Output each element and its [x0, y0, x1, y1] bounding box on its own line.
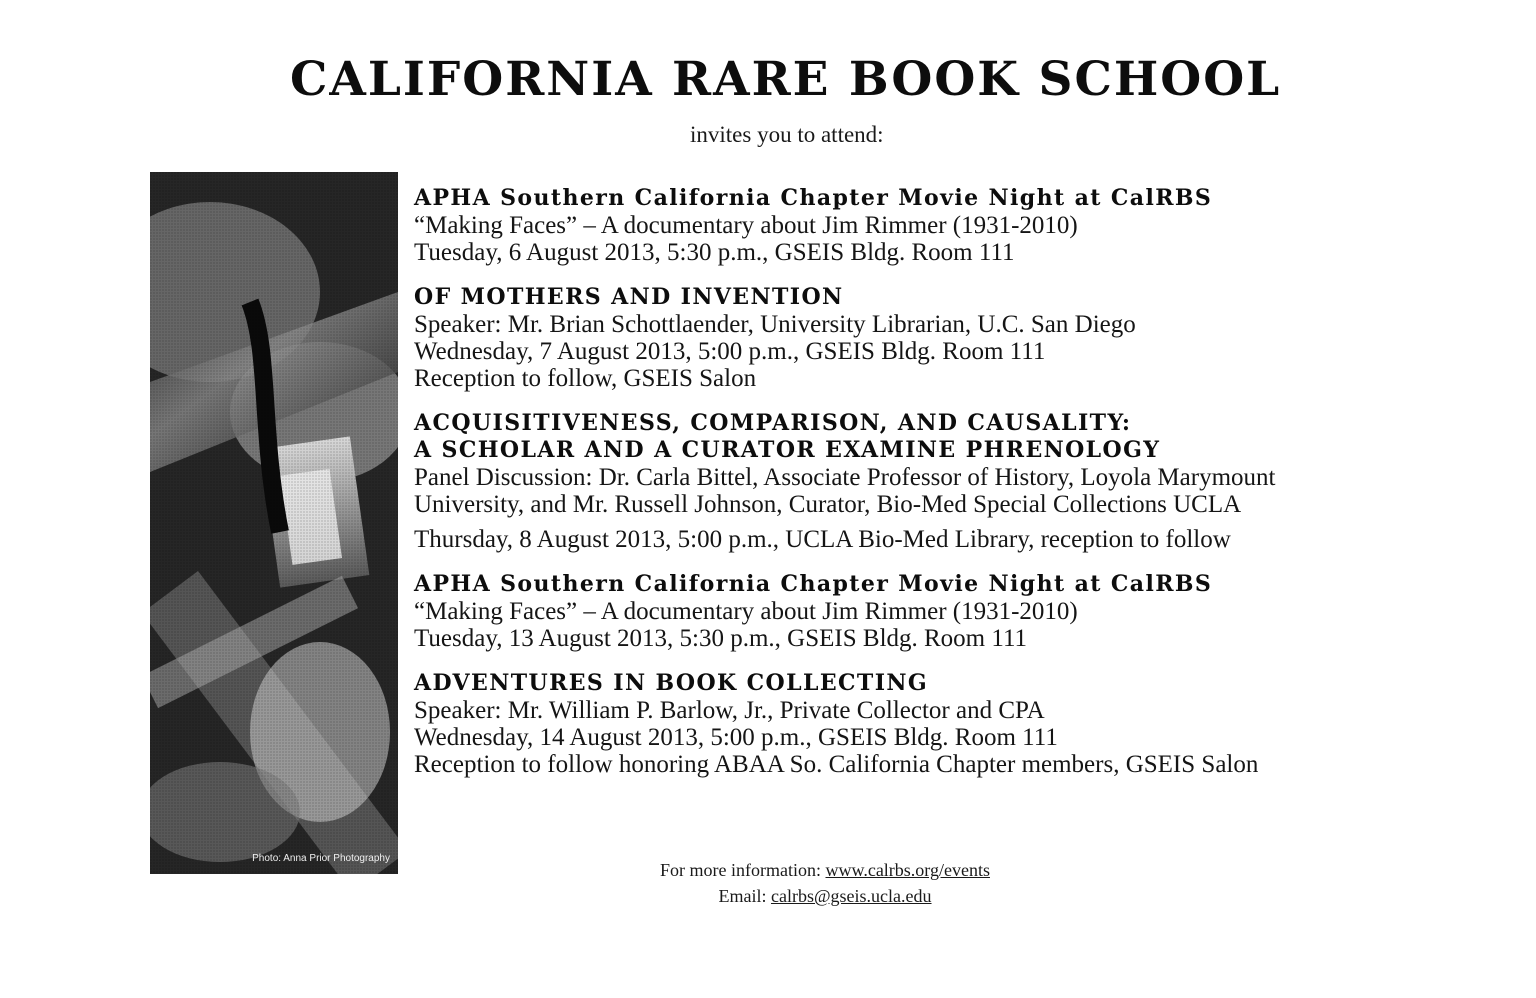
event-detail: University, and Mr. Russell Johnson, Curator, Bio-Med Special Collections UCLA [414, 491, 1242, 518]
event-item [414, 185, 1494, 266]
event-title: ADVENTURES IN BOOK COLLECTING [414, 670, 929, 696]
event-item [414, 571, 1494, 652]
event-detail: “Making Faces” – A documentary about Jim Rimmer (1931-2010) [414, 212, 1078, 239]
event-title: OF MOTHERS AND INVENTION [414, 284, 844, 310]
page-subtitle: invites you to attend: [690, 122, 884, 147]
email-link[interactable]: calrbs@gseis.ucla.edu [770, 886, 932, 906]
event-detail: “Making Faces” – A documentary about Jim Rimmer (1931-2010) [414, 598, 1078, 625]
more-info-line [560, 857, 1090, 883]
event-detail: Tuesday, 6 August 2013, 5:30 p.m., GSEIS Bldg. Room 111 [414, 239, 1015, 266]
email-label: Email: [718, 886, 771, 906]
event-item [414, 410, 1494, 553]
photo-image [150, 172, 398, 874]
event-item [414, 670, 1494, 778]
event-detail: Reception to follow honoring ABAA So. California Chapter members, GSEIS Salon [414, 751, 1259, 778]
event-photo [150, 172, 398, 874]
event-detail: Reception to follow, GSEIS Salon [414, 365, 757, 392]
email-line [560, 883, 1090, 909]
event-title: A SCHOLAR AND A CURATOR EXAMINE PHRENOLOGY [414, 437, 1161, 463]
photo-credit: Photo: Anna Prior Photography [252, 853, 390, 864]
event-detail: Wednesday, 14 August 2013, 5:00 p.m., GSEIS Bldg. Room 111 [414, 724, 1058, 751]
event-detail: Wednesday, 7 August 2013, 5:00 p.m., GSEIS Bldg. Room 111 [414, 338, 1046, 365]
events-list [414, 185, 1494, 796]
footer [560, 857, 1090, 909]
event-detail: Speaker: Mr. Brian Schottlaender, University Librarian, U.C. San Diego [414, 311, 1136, 338]
more-info-label: For more information: [660, 860, 826, 880]
event-detail: Thursday, 8 August 2013, 5:00 p.m., UCLA Bio-Med Library, reception to follow [414, 526, 1231, 553]
event-title: APHA Southern California Chapter Movie Night at CalRBS [414, 185, 1213, 211]
event-detail: Speaker: Mr. William P. Barlow, Jr., Private Collector and CPA [414, 697, 1045, 724]
events-link[interactable]: www.calrbs.org/events [825, 860, 990, 880]
event-title: APHA Southern California Chapter Movie Night at CalRBS [414, 571, 1213, 597]
event-item [414, 284, 1494, 392]
page-title: CALIFORNIA RARE BOOK SCHOOL [290, 52, 1282, 107]
event-detail: Tuesday, 13 August 2013, 5:30 p.m., GSEIS Bldg. Room 111 [414, 625, 1028, 652]
event-title: ACQUISITIVENESS, COMPARISON, AND CAUSALITY: [414, 410, 1132, 436]
event-detail: Panel Discussion: Dr. Carla Bittel, Associate Professor of History, Loyola Marymount [414, 464, 1276, 491]
